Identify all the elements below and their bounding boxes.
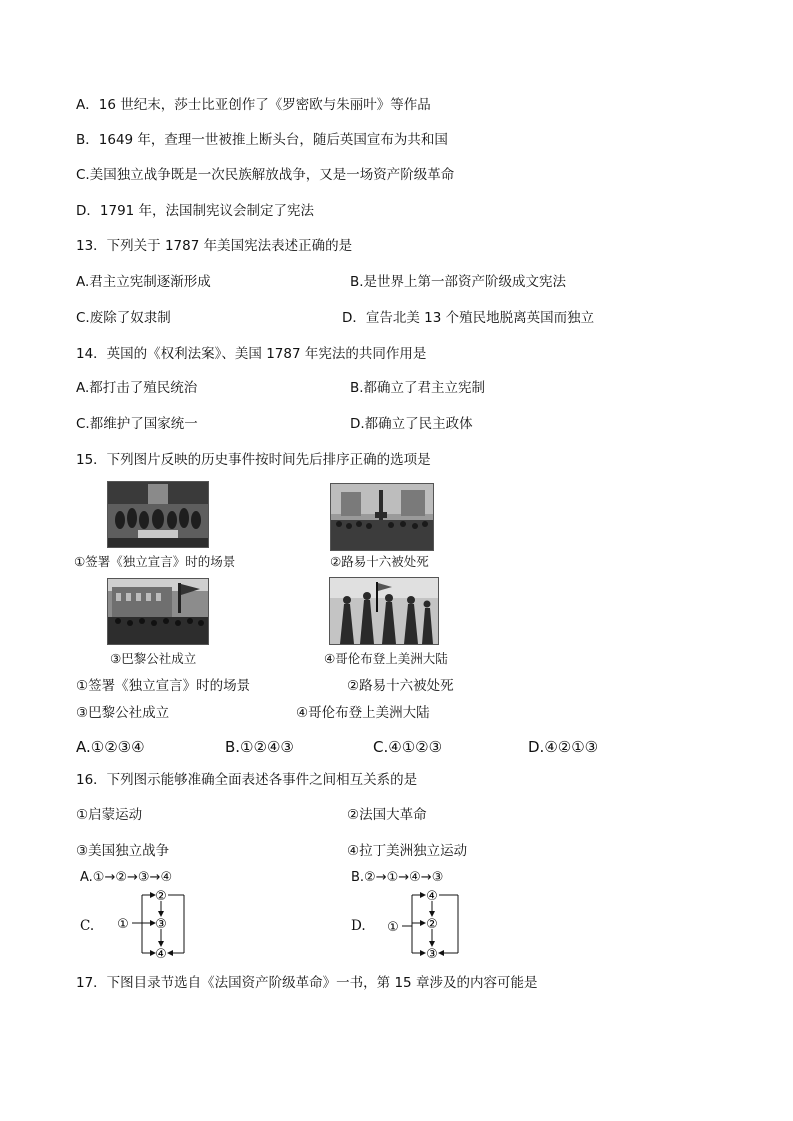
q14-option-b: B.都确立了君主立宪制 [350, 380, 486, 396]
caption-image-1: ①签署《独立宣言》时的场景 [74, 554, 236, 569]
paris-commune-image [107, 578, 209, 645]
q13-option-a: A.君主立宪制逐渐形成 [76, 274, 211, 290]
q15-list-1: ①签署《独立宣言》时的场景 [76, 678, 251, 694]
q14-option-a: A.都打击了殖民统治 [76, 380, 198, 396]
q12-option-b: B．1649 年，查理一世被推上断头台，随后英国宣布为共和国 [76, 132, 448, 148]
q17-stem: 17．下图目录节选自《法国资产阶级革命》一书，第 15 章涉及的内容可能是 [76, 975, 538, 991]
q15-option-a: A.①②③④ [76, 738, 145, 756]
caption-image-3: ③巴黎公社成立 [110, 651, 197, 666]
q16-option-b: B.②→①→④→③ [351, 870, 444, 885]
q14-option-c: C.都维护了国家统一 [76, 416, 198, 432]
q13-option-b: B.是世界上第一部资产阶级成文宪法 [350, 274, 567, 290]
q15-option-c: C.④①②③ [373, 738, 443, 756]
q15-list-4: ④哥伦布登上美洲大陆 [296, 705, 430, 721]
q16-item-3: ③美国独立战争 [76, 843, 170, 859]
q13-option-d: D．宣告北美 13 个殖民地脱离英国而独立 [342, 310, 595, 326]
c-node-4: ④ [155, 947, 167, 960]
q16-stem: 16．下列图示能够准确全面表述各事件之间相互关系的是 [76, 772, 418, 788]
q13-stem: 13．下列关于 1787 年美国宪法表述正确的是 [76, 238, 353, 254]
q16-item-1: ①启蒙运动 [76, 807, 143, 823]
q15-stem: 15．下列图片反映的历史事件按时间先后排序正确的选项是 [76, 452, 431, 468]
q16-item-4: ④拉丁美洲独立运动 [347, 843, 468, 859]
q15-option-b: B.①②④③ [225, 738, 294, 756]
c-node-2: ② [155, 889, 167, 904]
execution-louis-image [330, 483, 434, 551]
q15-list-2: ②路易十六被处死 [347, 678, 454, 694]
q12-option-d: D．1791 年，法国制宪议会制定了宪法 [76, 203, 315, 219]
caption-image-4: ④哥伦布登上美洲大陆 [324, 651, 448, 666]
q12-option-a: A．16 世纪末，莎士比亚创作了《罗密欧与朱丽叶》等作品 [76, 97, 431, 113]
q16-option-c-label: C. [80, 918, 95, 934]
d-node-3: ② [426, 917, 438, 932]
c-node-1: ① [117, 917, 129, 932]
d-node-4: ③ [426, 947, 438, 960]
q16-option-d-label: D. [351, 918, 366, 934]
q12-option-c: C.美国独立战争既是一次民族解放战争，又是一场资产阶级革命 [76, 167, 455, 183]
q14-stem: 14．英国的《权利法案》、美国 1787 年宪法的共同作用是 [76, 346, 427, 362]
q13-option-c: C.废除了奴隶制 [76, 310, 171, 326]
c-node-3: ③ [155, 917, 167, 932]
q16-item-2: ②法国大革命 [347, 807, 427, 823]
caption-image-2: ②路易十六被处死 [330, 554, 429, 569]
d-node-2: ④ [426, 889, 438, 904]
declaration-signing-image [107, 481, 209, 548]
d-node-1: ① [387, 920, 399, 935]
q16-option-d-diagram [382, 886, 464, 960]
q16-option-c-diagram [112, 886, 192, 960]
q16-option-a: A.①→②→③→④ [80, 870, 173, 885]
q15-option-d: D.④②①③ [528, 738, 599, 756]
q15-list-3: ③巴黎公社成立 [76, 705, 170, 721]
columbus-landing-image [329, 577, 439, 645]
q14-option-d: D.都确立了民主政体 [350, 416, 473, 432]
